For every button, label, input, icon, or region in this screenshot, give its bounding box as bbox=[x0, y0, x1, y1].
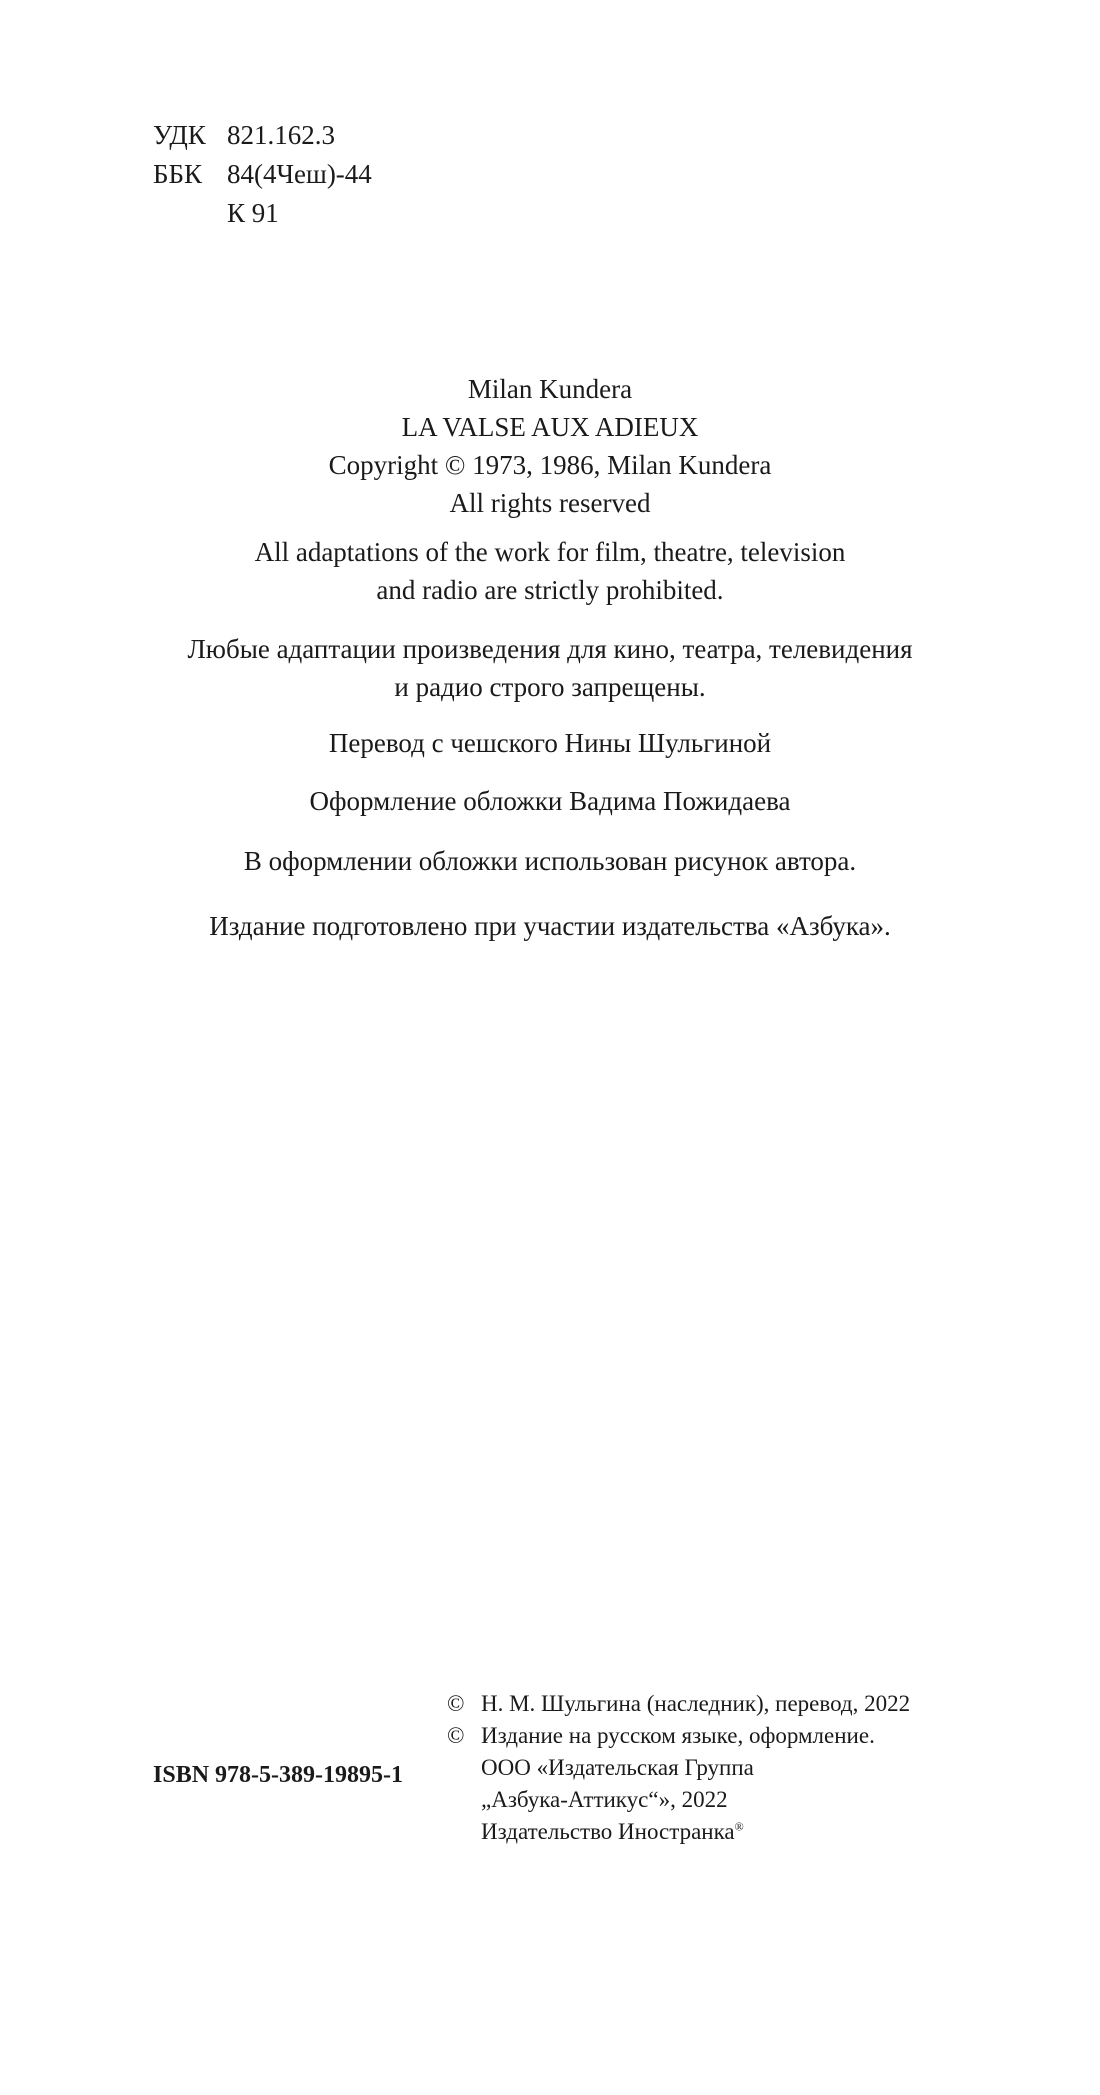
author-mark: К 91 bbox=[227, 198, 279, 228]
classification-block bbox=[153, 116, 372, 233]
footer-copyright-block bbox=[447, 1688, 910, 1848]
author-mark-row bbox=[153, 194, 372, 233]
registered-mark: ® bbox=[734, 1819, 744, 1834]
cover-drawing-note: В оформлении обложки использован рисунок автора. bbox=[243, 846, 857, 876]
bbk-row bbox=[153, 155, 372, 194]
translation-copyright-row bbox=[447, 1688, 910, 1720]
isbn: ISBN 978-5-389-19895-1 bbox=[153, 1762, 403, 1788]
adaptations-en-line-1: All adaptations of the work for film, theatre, television bbox=[254, 537, 846, 567]
edition-copyright: Издание на русском языке, оформление. bbox=[481, 1723, 875, 1748]
publisher-line-2: „Азбука-Аттикус“», 2022 bbox=[481, 1787, 728, 1812]
imprint-name: Издательство Иностранка® bbox=[481, 1819, 744, 1844]
udk-value: 821.162.3 bbox=[227, 120, 335, 150]
imprint-row bbox=[447, 1816, 910, 1848]
adaptations-en-line-2: and radio are strictly prohibited. bbox=[376, 575, 724, 605]
udk-label: УДК bbox=[153, 120, 206, 150]
bbk-label: ББК bbox=[153, 159, 203, 189]
adaptations-notice-ru bbox=[0, 630, 1100, 706]
copyright-symbol: © bbox=[447, 1723, 465, 1748]
prepared-with-note: Издание подготовлено при участии издательства «Азбука». bbox=[209, 911, 891, 941]
original-copyright-block bbox=[0, 370, 1100, 522]
translation-credit: Перевод с чешского Нины Шульгиной bbox=[328, 728, 772, 758]
rights-reserved: All rights reserved bbox=[449, 488, 651, 518]
translation-copyright: Н. М. Шульгина (наследник), перевод, 2022 bbox=[481, 1691, 911, 1716]
publisher-row-2 bbox=[447, 1784, 910, 1816]
original-title: LA VALSE AUX ADIEUX bbox=[401, 412, 699, 442]
adaptations-ru-line-2: и радио строго запрещены. bbox=[394, 672, 706, 702]
adaptations-ru-line-1: Любые адаптации произведения для кино, театра, телевидения bbox=[187, 634, 913, 664]
original-author: Milan Kundera bbox=[467, 374, 633, 404]
adaptations-notice-en bbox=[0, 533, 1100, 609]
publisher-line-1: ООО «Издательская Группа bbox=[481, 1755, 754, 1780]
edition-copyright-row bbox=[447, 1720, 910, 1752]
copyright-symbol: © bbox=[447, 1691, 465, 1716]
udk-row bbox=[153, 116, 372, 155]
cover-design-credit: Оформление обложки Вадима Пожидаева bbox=[309, 786, 791, 816]
publisher-row-1 bbox=[447, 1752, 910, 1784]
original-copyright: Copyright © 1973, 1986, Milan Kundera bbox=[328, 450, 772, 480]
bbk-value: 84(4Чеш)-44 bbox=[227, 159, 372, 189]
